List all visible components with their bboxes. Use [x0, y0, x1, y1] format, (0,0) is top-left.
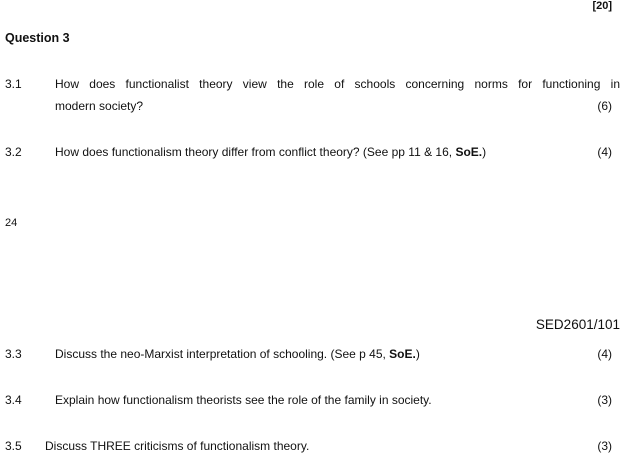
- question-marks: (3): [597, 439, 612, 453]
- question-marks: (4): [597, 347, 612, 361]
- question-text-main: Discuss the neo-Marxist interpretation of schooling. (See p 45,: [55, 347, 390, 361]
- question-text-main: How does functionalism theory differ from conflict theory? (See pp 11 & 16,: [55, 145, 456, 159]
- course-code: SED2601/101: [535, 317, 620, 332]
- question-number: 3.2: [5, 145, 22, 159]
- question-text-end: ): [415, 347, 420, 361]
- question-number: 3.4: [5, 393, 22, 407]
- question-title: Question 3: [5, 31, 70, 45]
- page-number: 24: [5, 217, 18, 229]
- question-text-line: How does functionalist theory view the role of schools concerning norms for functioning in: [55, 77, 620, 91]
- question-text-end: ): [482, 145, 487, 159]
- question-marks: (4): [597, 145, 612, 159]
- reference-bold: SoE.: [455, 145, 483, 159]
- question-text: [55, 145, 486, 159]
- question-text: Explain how functionalism theorists see the role of the family in society.: [55, 393, 432, 407]
- question-number: 3.1: [5, 77, 22, 91]
- question-text: [55, 347, 420, 361]
- question-number: 3.3: [5, 347, 22, 361]
- question-text-line: modern society?: [55, 99, 144, 113]
- question-marks: (3): [597, 393, 612, 407]
- reference-bold: SoE.: [389, 347, 416, 361]
- question-text: Discuss THREE criticisms of functionalism theory.: [45, 439, 310, 453]
- total-marks: [20]: [592, 0, 612, 12]
- question-number: 3.5: [5, 439, 22, 453]
- question-marks: (6): [597, 99, 612, 113]
